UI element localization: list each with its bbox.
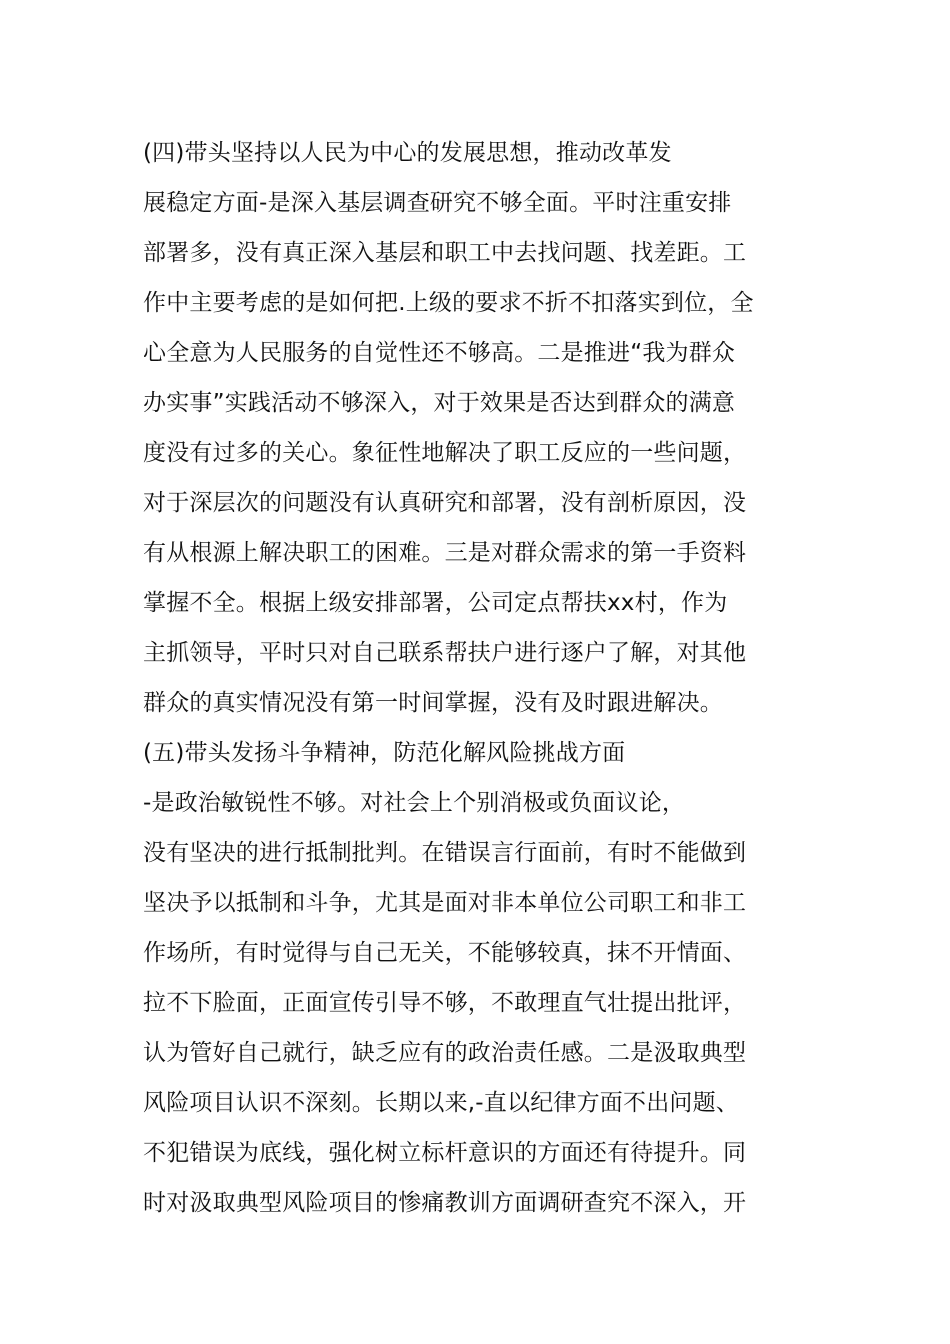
text-line: 拉不下脸面，正面宣传引导不够，不敢理直气壮提出批评，	[143, 990, 747, 1016]
text-line: 风险项目认识不深刻。长期以来,-直以纪律方面不出问题、	[143, 1090, 740, 1116]
text-line: 办实事”实践活动不够深入，对于效果是否达到群众的满意	[143, 390, 736, 416]
text-line: 作中主要考虑的是如何把.上级的要求不折不扣落实到位，全	[143, 290, 754, 316]
document-body	[143, 128, 754, 1228]
text-line: (四)带头坚持以人民为中心的发展思想，推动改革发	[143, 140, 672, 166]
text-line: 心全意为人民服务的自觉性还不够高。二是推进“我为群众	[143, 340, 736, 366]
text-line: 群众的真实情况没有第一时间掌握，没有及时跟进解决。	[143, 690, 723, 716]
text-line: 认为管好自己就行，缺乏应有的政治责任感。二是汲取典型	[143, 1040, 747, 1066]
text-line: 主抓领导，平时只对自己联系帮扶户进行逐户了解，对其他	[143, 640, 747, 666]
text-line: 对于深层次的问题没有认真研究和部署，没有剖析原因，没	[143, 490, 747, 516]
text-line: 部署多，没有真正深入基层和职工中去找问题、找差距。工	[143, 240, 747, 266]
text-line: 掌握不全。根据上级安排部署，公司定点帮扶xx村，作为	[143, 590, 728, 616]
text-line: 没有坚决的进行抵制批判。在错误言行面前，有时不能做到	[143, 840, 747, 866]
text-line: 有从根源上解决职工的困难。三是对群众需求的第一手资料	[143, 540, 747, 566]
text-line: 坚决予以抵制和斗争，尤其是面对非本单位公司职工和非工	[143, 890, 747, 916]
text-line: 不犯错误为底线，强化树立标杆意识的方面还有待提升。同	[143, 1140, 747, 1166]
section-heading: (五)带头发扬斗争精神，防范化解风险挑战方面	[143, 740, 626, 766]
text-line: -是政治敏锐性不够。对社会上个别消极或负面议论，	[143, 790, 686, 816]
text-line: 度没有过多的关心。象征性地解决了职工反应的一些问题，	[143, 440, 747, 466]
text-line: 作场所，有时觉得与自己无关，不能够较真，抹不开情面、	[143, 940, 747, 966]
text-line: 展稳定方面-是深入基层调查研究不够全面。平时注重安排	[143, 190, 732, 216]
text-line: 时对汲取典型风险项目的惨痛教训方面调研查究不深入，开	[143, 1190, 747, 1216]
